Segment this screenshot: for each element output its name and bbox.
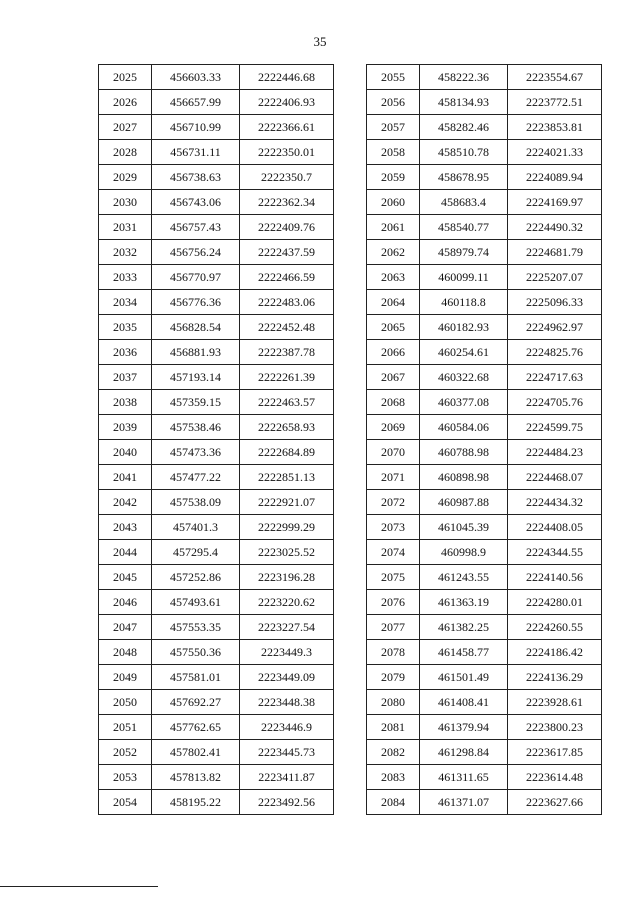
y-coordinate-cell: 2223025.52 <box>240 540 334 565</box>
y-coordinate-cell: 2222350.7 <box>240 165 334 190</box>
y-coordinate-cell: 2223449.09 <box>240 665 334 690</box>
x-coordinate-cell: 460118.8 <box>420 290 508 315</box>
x-coordinate-cell: 456710.99 <box>152 115 240 140</box>
y-coordinate-cell: 2222406.93 <box>240 90 334 115</box>
y-coordinate-cell: 2223554.67 <box>508 65 602 90</box>
table-row <box>99 765 334 790</box>
point-id-cell: 2079 <box>367 665 420 690</box>
y-coordinate-cell: 2222466.59 <box>240 265 334 290</box>
table-row <box>367 190 602 215</box>
x-coordinate-cell: 460788.98 <box>420 440 508 465</box>
x-coordinate-cell: 457359.15 <box>152 390 240 415</box>
table-row <box>99 690 334 715</box>
x-coordinate-cell: 457473.36 <box>152 440 240 465</box>
table-row <box>99 65 334 90</box>
table-row <box>367 165 602 190</box>
point-id-cell: 2053 <box>99 765 152 790</box>
point-id-cell: 2038 <box>99 390 152 415</box>
coordinate-table-right <box>366 64 602 815</box>
y-coordinate-cell: 2224136.29 <box>508 665 602 690</box>
table-row <box>367 290 602 315</box>
point-id-cell: 2083 <box>367 765 420 790</box>
table-row <box>367 765 602 790</box>
y-coordinate-cell: 2223220.62 <box>240 590 334 615</box>
x-coordinate-cell: 458510.78 <box>420 140 508 165</box>
y-coordinate-cell: 2224260.55 <box>508 615 602 640</box>
table-row <box>367 115 602 140</box>
y-coordinate-cell: 2223227.54 <box>240 615 334 640</box>
x-coordinate-cell: 461363.19 <box>420 590 508 615</box>
x-coordinate-cell: 461408.41 <box>420 690 508 715</box>
y-coordinate-cell: 2222387.78 <box>240 340 334 365</box>
y-coordinate-cell: 2224705.76 <box>508 390 602 415</box>
x-coordinate-cell: 458540.77 <box>420 215 508 240</box>
x-coordinate-cell: 460099.11 <box>420 265 508 290</box>
table-row <box>367 240 602 265</box>
y-coordinate-cell: 2224484.23 <box>508 440 602 465</box>
x-coordinate-cell: 458979.74 <box>420 240 508 265</box>
page-number: 35 <box>313 34 327 49</box>
table-row <box>99 565 334 590</box>
y-coordinate-cell: 2224186.42 <box>508 640 602 665</box>
x-coordinate-cell: 460377.08 <box>420 390 508 415</box>
point-id-cell: 2080 <box>367 690 420 715</box>
x-coordinate-cell: 456770.97 <box>152 265 240 290</box>
point-id-cell: 2065 <box>367 315 420 340</box>
point-id-cell: 2032 <box>99 240 152 265</box>
table-row <box>367 665 602 690</box>
y-coordinate-cell: 2224169.97 <box>508 190 602 215</box>
table-row <box>99 440 334 465</box>
y-coordinate-cell: 2222999.29 <box>240 515 334 540</box>
y-coordinate-cell: 2223446.9 <box>240 715 334 740</box>
x-coordinate-cell: 457477.22 <box>152 465 240 490</box>
y-coordinate-cell: 2222261.39 <box>240 365 334 390</box>
x-coordinate-cell: 457581.01 <box>152 665 240 690</box>
table-row <box>367 265 602 290</box>
point-id-cell: 2077 <box>367 615 420 640</box>
table-row <box>367 390 602 415</box>
y-coordinate-cell: 2224280.01 <box>508 590 602 615</box>
x-coordinate-cell: 456731.11 <box>152 140 240 165</box>
x-coordinate-cell: 461371.07 <box>420 790 508 815</box>
point-id-cell: 2060 <box>367 190 420 215</box>
y-coordinate-cell: 2224089.94 <box>508 165 602 190</box>
table-row <box>367 540 602 565</box>
table-row <box>99 465 334 490</box>
table-row <box>99 265 334 290</box>
point-id-cell: 2048 <box>99 640 152 665</box>
y-coordinate-cell: 2223617.85 <box>508 740 602 765</box>
x-coordinate-cell: 460322.68 <box>420 365 508 390</box>
point-id-cell: 2052 <box>99 740 152 765</box>
point-id-cell: 2068 <box>367 390 420 415</box>
point-id-cell: 2049 <box>99 665 152 690</box>
y-coordinate-cell: 2224599.75 <box>508 415 602 440</box>
y-coordinate-cell: 2225207.07 <box>508 265 602 290</box>
table-row <box>367 365 602 390</box>
y-coordinate-cell: 2223449.3 <box>240 640 334 665</box>
y-coordinate-cell: 2224468.07 <box>508 465 602 490</box>
y-coordinate-cell: 2222463.57 <box>240 390 334 415</box>
point-id-cell: 2075 <box>367 565 420 590</box>
y-coordinate-cell: 2223928.61 <box>508 690 602 715</box>
point-id-cell: 2044 <box>99 540 152 565</box>
table-row <box>99 340 334 365</box>
y-coordinate-cell: 2223448.38 <box>240 690 334 715</box>
point-id-cell: 2043 <box>99 515 152 540</box>
table-row <box>99 390 334 415</box>
point-id-cell: 2041 <box>99 465 152 490</box>
y-coordinate-cell: 2223492.56 <box>240 790 334 815</box>
y-coordinate-cell: 2222409.76 <box>240 215 334 240</box>
point-id-cell: 2061 <box>367 215 420 240</box>
y-coordinate-cell: 2224717.63 <box>508 365 602 390</box>
point-id-cell: 2045 <box>99 565 152 590</box>
table-row <box>99 140 334 165</box>
x-coordinate-cell: 460584.06 <box>420 415 508 440</box>
point-id-cell: 2076 <box>367 590 420 615</box>
point-id-cell: 2034 <box>99 290 152 315</box>
table-row <box>367 640 602 665</box>
x-coordinate-cell: 457802.41 <box>152 740 240 765</box>
y-coordinate-cell: 2224825.76 <box>508 340 602 365</box>
y-coordinate-cell: 2223800.23 <box>508 715 602 740</box>
point-id-cell: 2056 <box>367 90 420 115</box>
y-coordinate-cell: 2222437.59 <box>240 240 334 265</box>
table-row <box>99 665 334 690</box>
table-row <box>367 615 602 640</box>
point-id-cell: 2036 <box>99 340 152 365</box>
table-row <box>367 515 602 540</box>
table-row <box>99 790 334 815</box>
table-row <box>99 190 334 215</box>
y-coordinate-cell: 2223445.73 <box>240 740 334 765</box>
table-row <box>99 115 334 140</box>
point-id-cell: 2084 <box>367 790 420 815</box>
point-id-cell: 2054 <box>99 790 152 815</box>
coordinate-table-left <box>98 64 334 815</box>
y-coordinate-cell: 2222658.93 <box>240 415 334 440</box>
x-coordinate-cell: 461243.55 <box>420 565 508 590</box>
table-row <box>99 90 334 115</box>
table-row <box>367 440 602 465</box>
point-id-cell: 2074 <box>367 540 420 565</box>
x-coordinate-cell: 461045.39 <box>420 515 508 540</box>
x-coordinate-cell: 458678.95 <box>420 165 508 190</box>
y-coordinate-cell: 2222921.07 <box>240 490 334 515</box>
x-coordinate-cell: 456756.24 <box>152 240 240 265</box>
x-coordinate-cell: 458282.46 <box>420 115 508 140</box>
x-coordinate-cell: 460898.98 <box>420 465 508 490</box>
point-id-cell: 2063 <box>367 265 420 290</box>
point-id-cell: 2040 <box>99 440 152 465</box>
x-coordinate-cell: 457550.36 <box>152 640 240 665</box>
y-coordinate-cell: 2222366.61 <box>240 115 334 140</box>
x-coordinate-cell: 461379.94 <box>420 715 508 740</box>
y-coordinate-cell: 2224408.05 <box>508 515 602 540</box>
x-coordinate-cell: 458683.4 <box>420 190 508 215</box>
point-id-cell: 2071 <box>367 465 420 490</box>
x-coordinate-cell: 460254.61 <box>420 340 508 365</box>
x-coordinate-cell: 461311.65 <box>420 765 508 790</box>
table-row <box>99 615 334 640</box>
point-id-cell: 2029 <box>99 165 152 190</box>
y-coordinate-cell: 2222684.89 <box>240 440 334 465</box>
y-coordinate-cell: 2223196.28 <box>240 565 334 590</box>
x-coordinate-cell: 457401.3 <box>152 515 240 540</box>
x-coordinate-cell: 456738.63 <box>152 165 240 190</box>
table-row <box>99 740 334 765</box>
y-coordinate-cell: 2223614.48 <box>508 765 602 790</box>
y-coordinate-cell: 2222483.06 <box>240 290 334 315</box>
table-row <box>367 340 602 365</box>
y-coordinate-cell: 2224962.97 <box>508 315 602 340</box>
x-coordinate-cell: 456828.54 <box>152 315 240 340</box>
point-id-cell: 2070 <box>367 440 420 465</box>
x-coordinate-cell: 457193.14 <box>152 365 240 390</box>
x-coordinate-cell: 458222.36 <box>420 65 508 90</box>
y-coordinate-cell: 2224681.79 <box>508 240 602 265</box>
point-id-cell: 2047 <box>99 615 152 640</box>
x-coordinate-cell: 457493.61 <box>152 590 240 615</box>
x-coordinate-cell: 457762.65 <box>152 715 240 740</box>
y-coordinate-cell: 2224490.32 <box>508 215 602 240</box>
y-coordinate-cell: 2222452.48 <box>240 315 334 340</box>
point-id-cell: 2031 <box>99 215 152 240</box>
table-row <box>367 740 602 765</box>
x-coordinate-cell: 460998.9 <box>420 540 508 565</box>
table-row <box>99 165 334 190</box>
y-coordinate-cell: 2224140.56 <box>508 565 602 590</box>
table-row <box>99 315 334 340</box>
table-row <box>99 365 334 390</box>
y-coordinate-cell: 2222350.01 <box>240 140 334 165</box>
table-row <box>367 215 602 240</box>
point-id-cell: 2073 <box>367 515 420 540</box>
x-coordinate-cell: 457538.46 <box>152 415 240 440</box>
table-row <box>367 590 602 615</box>
point-id-cell: 2067 <box>367 365 420 390</box>
y-coordinate-cell: 2224344.55 <box>508 540 602 565</box>
y-coordinate-cell: 2223853.81 <box>508 115 602 140</box>
x-coordinate-cell: 460987.88 <box>420 490 508 515</box>
point-id-cell: 2039 <box>99 415 152 440</box>
x-coordinate-cell: 456603.33 <box>152 65 240 90</box>
point-id-cell: 2027 <box>99 115 152 140</box>
table-row <box>99 240 334 265</box>
table-row <box>99 715 334 740</box>
y-coordinate-cell: 2224021.33 <box>508 140 602 165</box>
y-coordinate-cell: 2223627.66 <box>508 790 602 815</box>
table-row <box>99 515 334 540</box>
table-row <box>367 565 602 590</box>
table-row <box>367 140 602 165</box>
x-coordinate-cell: 461501.49 <box>420 665 508 690</box>
y-coordinate-cell: 2222362.34 <box>240 190 334 215</box>
x-coordinate-cell: 457553.35 <box>152 615 240 640</box>
point-id-cell: 2025 <box>99 65 152 90</box>
y-coordinate-cell: 2223411.87 <box>240 765 334 790</box>
y-coordinate-cell: 2222851.13 <box>240 465 334 490</box>
x-coordinate-cell: 457692.27 <box>152 690 240 715</box>
point-id-cell: 2064 <box>367 290 420 315</box>
table-row <box>367 65 602 90</box>
point-id-cell: 2035 <box>99 315 152 340</box>
point-id-cell: 2069 <box>367 415 420 440</box>
y-coordinate-cell: 2223772.51 <box>508 90 602 115</box>
table-row <box>367 690 602 715</box>
point-id-cell: 2059 <box>367 165 420 190</box>
table-row <box>367 715 602 740</box>
table-row <box>367 315 602 340</box>
point-id-cell: 2078 <box>367 640 420 665</box>
point-id-cell: 2051 <box>99 715 152 740</box>
y-coordinate-cell: 2225096.33 <box>508 290 602 315</box>
point-id-cell: 2055 <box>367 65 420 90</box>
point-id-cell: 2033 <box>99 265 152 290</box>
x-coordinate-cell: 456743.06 <box>152 190 240 215</box>
table-row <box>99 215 334 240</box>
table-row <box>367 465 602 490</box>
table-row <box>99 290 334 315</box>
point-id-cell: 2050 <box>99 690 152 715</box>
footnote-rule <box>0 886 158 887</box>
table-row <box>99 490 334 515</box>
x-coordinate-cell: 456776.36 <box>152 290 240 315</box>
table-row <box>99 640 334 665</box>
point-id-cell: 2028 <box>99 140 152 165</box>
point-id-cell: 2062 <box>367 240 420 265</box>
table-row <box>367 415 602 440</box>
x-coordinate-cell: 457813.82 <box>152 765 240 790</box>
x-coordinate-cell: 461298.84 <box>420 740 508 765</box>
x-coordinate-cell: 458134.93 <box>420 90 508 115</box>
table-row <box>367 90 602 115</box>
point-id-cell: 2026 <box>99 90 152 115</box>
x-coordinate-cell: 457538.09 <box>152 490 240 515</box>
point-id-cell: 2072 <box>367 490 420 515</box>
x-coordinate-cell: 456881.93 <box>152 340 240 365</box>
table-row <box>367 790 602 815</box>
x-coordinate-cell: 461458.77 <box>420 640 508 665</box>
table-row <box>367 490 602 515</box>
table-row <box>99 590 334 615</box>
x-coordinate-cell: 456757.43 <box>152 215 240 240</box>
point-id-cell: 2037 <box>99 365 152 390</box>
y-coordinate-cell: 2224434.32 <box>508 490 602 515</box>
x-coordinate-cell: 461382.25 <box>420 615 508 640</box>
x-coordinate-cell: 458195.22 <box>152 790 240 815</box>
table-row <box>99 540 334 565</box>
y-coordinate-cell: 2222446.68 <box>240 65 334 90</box>
x-coordinate-cell: 456657.99 <box>152 90 240 115</box>
x-coordinate-cell: 457252.86 <box>152 565 240 590</box>
x-coordinate-cell: 457295.4 <box>152 540 240 565</box>
point-id-cell: 2081 <box>367 715 420 740</box>
point-id-cell: 2057 <box>367 115 420 140</box>
point-id-cell: 2082 <box>367 740 420 765</box>
table-row <box>99 415 334 440</box>
point-id-cell: 2058 <box>367 140 420 165</box>
point-id-cell: 2046 <box>99 590 152 615</box>
x-coordinate-cell: 460182.93 <box>420 315 508 340</box>
point-id-cell: 2066 <box>367 340 420 365</box>
point-id-cell: 2030 <box>99 190 152 215</box>
point-id-cell: 2042 <box>99 490 152 515</box>
